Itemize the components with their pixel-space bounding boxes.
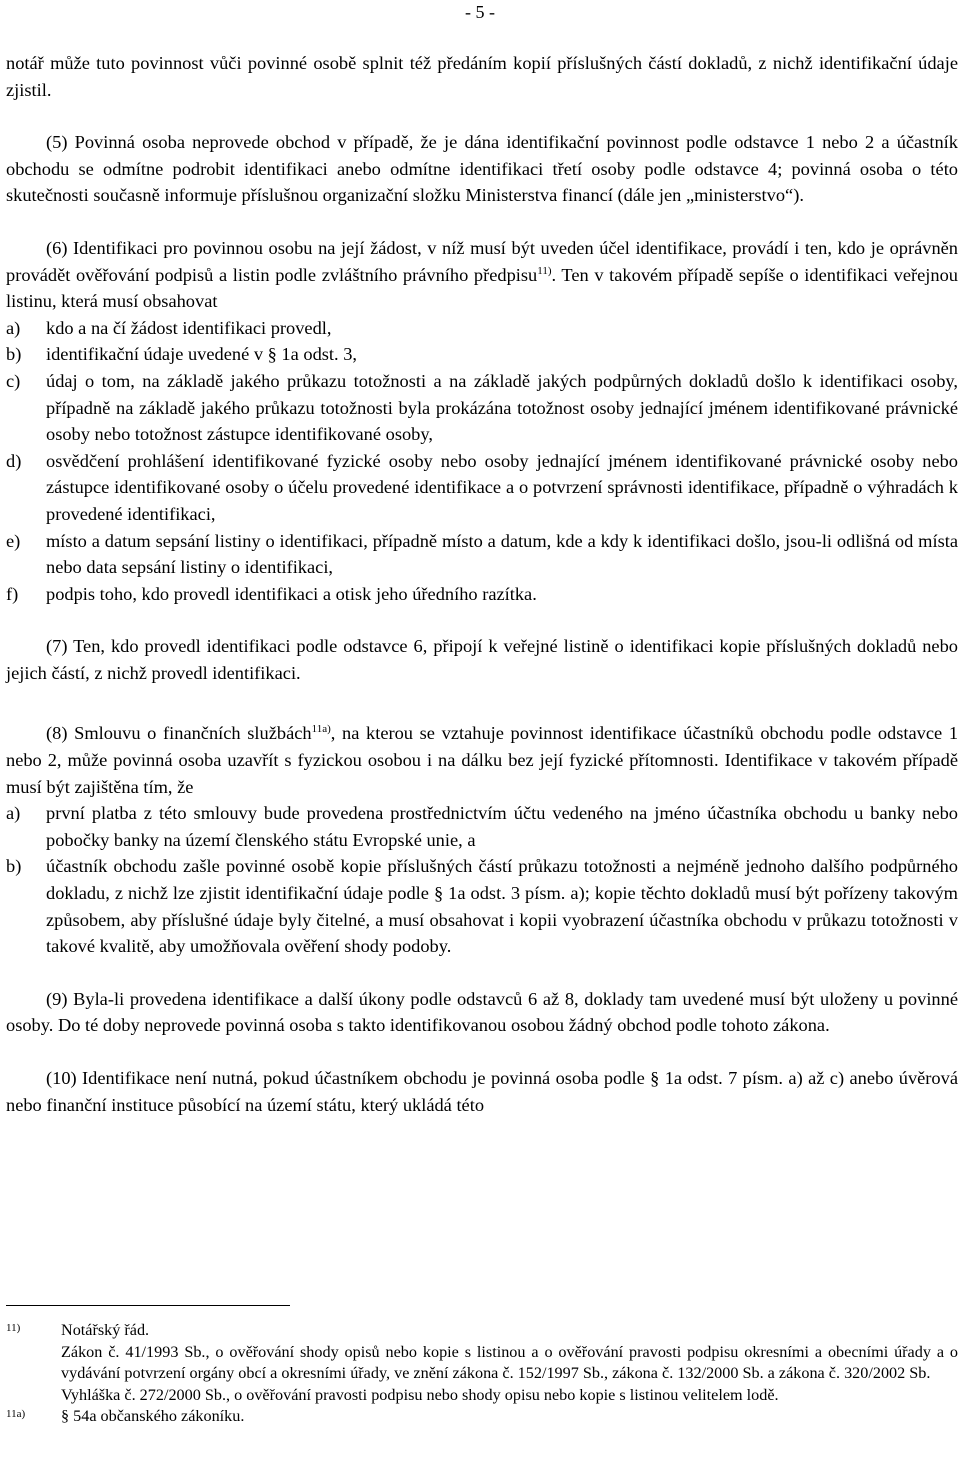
paragraph-10: (10) Identifikace není nutná, pokud účastníkem obchodu je povinná osoba podle § 1a odst. 7 písm. a) až c) anebo úvěrová nebo finanční instituce působící na území státu, který ukládá této bbox=[6, 1068, 958, 1115]
list-item bbox=[6, 341, 958, 368]
list-item-label: e) bbox=[6, 530, 21, 551]
list-item bbox=[6, 528, 958, 581]
footnotes bbox=[6, 1320, 958, 1428]
list-item-text: identifikační údaje uvedené v § 1a odst. 3, bbox=[46, 344, 358, 365]
list-item bbox=[6, 853, 958, 959]
paragraph-continuation: notář může tuto povinnost vůči povinné osobě splnit též předáním kopií příslušných částí dokladů, z nichž identifikační údaje zjistil. bbox=[6, 53, 958, 100]
list-item-label: a) bbox=[6, 803, 21, 824]
paragraph-8 bbox=[6, 720, 958, 959]
list-item bbox=[6, 800, 958, 853]
paragraph-8-text-a: (8) Smlouvu o finančních službách bbox=[46, 723, 312, 744]
list-item-label: c) bbox=[6, 370, 21, 391]
footnote-line: § 54a občanského zákoníku. bbox=[61, 1407, 245, 1425]
footnote-ref-11a[interactable]: 11a) bbox=[311, 723, 331, 736]
list-item bbox=[6, 581, 958, 608]
footnote-11a bbox=[6, 1406, 958, 1428]
list-item bbox=[6, 368, 958, 448]
list-item-text: účastník obchodu zašle povinné osobě kopie příslušných částí průkazu totožnosti a nejméně jednoho dalšího podpůrného dokladu, z nichž lze zjistit identifikační údaje podle § 1a odst. 3 písm. a); kopie těchto dokladů musí být pořízeny takovým způsobem, aby příslušné údaje byly čitelné, a musí obsahovat i kopii vyobrazení účastníka obchodu v průkazu totožnosti v takové kvalitě, aby umožňovala ověření shody podoby. bbox=[46, 856, 958, 957]
list-item bbox=[6, 315, 958, 342]
footnote-divider bbox=[6, 1305, 290, 1306]
paragraph-6-text-b: . Ten v takovém případě sepíše o identifikaci veřejnou listinu, která musí obsahovat bbox=[6, 264, 958, 312]
list-item-text: místo a datum sepsání listiny o identifikaci, případně místo a datum, kde a kdy k identifikaci došlo, jsou-li odlišná od místa nebo data sepsání listiny o identifikaci, bbox=[46, 530, 958, 578]
paragraph-5: (5) Povinná osoba neprovede obchod v případě, že je dána identifikační povinnost podle odstavce 1 nebo 2 a účastník obchodu se odmítne podrobit identifikaci anebo odmítne identifikaci třetí osoby podle odstavce 4; povinná osoba o této skutečnosti současně informuje příslušnou organizační složku Ministerstva financí (dále jen „ministerstvo“). bbox=[6, 132, 958, 206]
footnote-line: Vyhláška č. 272/2000 Sb., o ověřování pravosti podpisu nebo shody opisu nebo kopie s listinou velitelem lodě. bbox=[61, 1385, 779, 1404]
list-item-label: f) bbox=[6, 583, 19, 604]
list-item-text: kdo a na čí žádost identifikaci provedl, bbox=[46, 317, 332, 338]
list-item-text: podpis toho, kdo provedl identifikaci a otisk jeho úředního razítka. bbox=[46, 583, 537, 604]
list-item-label: a) bbox=[6, 317, 21, 338]
footnote-body bbox=[61, 1320, 958, 1406]
list-item-label: d) bbox=[6, 450, 22, 471]
footnote-mark: 11) bbox=[6, 1322, 21, 1334]
list-item-text: osvědčení prohlášení identifikované fyzické osoby nebo osoby jednající jménem identifikované právnické osoby nebo zástupce identifikované osoby o účelu provedené identifikace a o potvrzení správnosti identifikace, případně o výhradách k provedené identifikaci, bbox=[46, 450, 958, 524]
list-item-label: b) bbox=[6, 344, 22, 365]
page-number: - 5 - bbox=[465, 2, 495, 22]
paragraph-6-text-a: (6) Identifikaci pro povinnou osobu na její žádost, v níž musí být uveden účel identifikace, provádí i ten, kdo je oprávněn provádět ověřování podpisů a listin podle zvláštního právního předpisu bbox=[6, 237, 958, 285]
paragraph-8-text-b: , na kterou se vztahuje povinnost identifikace účastníků obchodu podle odstavce 1 nebo 2, může povinná osoba uzavřít s fyzickou osobou i na dálku bez její fyzické přítomnosti. Identifikace v takovém případě musí být zajištěna tím, že bbox=[6, 723, 959, 797]
footnote-ref-11[interactable]: 11) bbox=[537, 264, 552, 277]
footnote-line: Notářský řád. bbox=[61, 1321, 150, 1339]
list-item-text: údaj o tom, na základě jakého průkazu totožnosti a na základě jakých podpůrných dokladů došlo k identifikaci osoby, případně na základě jakého průkazu totožnosti byla prokázána totožnost osoby jednající jménem identifikované právnické osoby nebo totožnost zástupce identifikované osoby, bbox=[46, 370, 958, 445]
paragraph-8-intro bbox=[6, 720, 958, 800]
list-item-label: b) bbox=[6, 856, 22, 877]
paragraph-6-intro bbox=[6, 235, 958, 315]
paragraph-7: (7) Ten, kdo provedl identifikaci podle odstavce 6, připojí k veřejné listině o identifikaci kopie příslušných dokladů nebo jejich částí, z nichž provedl identifikaci. bbox=[6, 636, 958, 683]
footnote-11 bbox=[6, 1320, 958, 1406]
list-item-text: první platba z této smlouvy bude provedena prostřednictvím účtu vedeného na jméno účastníka obchodu u banky nebo pobočky banky na území členského státu Evropské unie, a bbox=[46, 803, 958, 850]
document-body bbox=[6, 50, 958, 1118]
footnote-body bbox=[61, 1406, 958, 1428]
footnote-mark: 11a) bbox=[6, 1408, 26, 1420]
paragraph-6 bbox=[6, 235, 958, 607]
list-item bbox=[6, 448, 958, 528]
paragraph-9: (9) Byla-li provedena identifikace a další úkony podle odstavců 6 až 8, doklady tam uvedené musí být uloženy u povinné osoby. Do té doby neprovede povinná osoba s takto identifikovanou osobou žádný obchod podle tohoto zákona. bbox=[6, 988, 958, 1036]
footnote-line: Zákon č. 41/1993 Sb., o ověřování shody opisů nebo kopie s listinou a o ověřování pravosti podpisu okresními a obecními úřady a o vydávání potvrzení orgány obcí a okresními úřady, ve znění zákona č. 152/1997 Sb., zákona č. 132/2000 Sb. a zákona č. 320/2002 Sb. bbox=[61, 1342, 958, 1382]
